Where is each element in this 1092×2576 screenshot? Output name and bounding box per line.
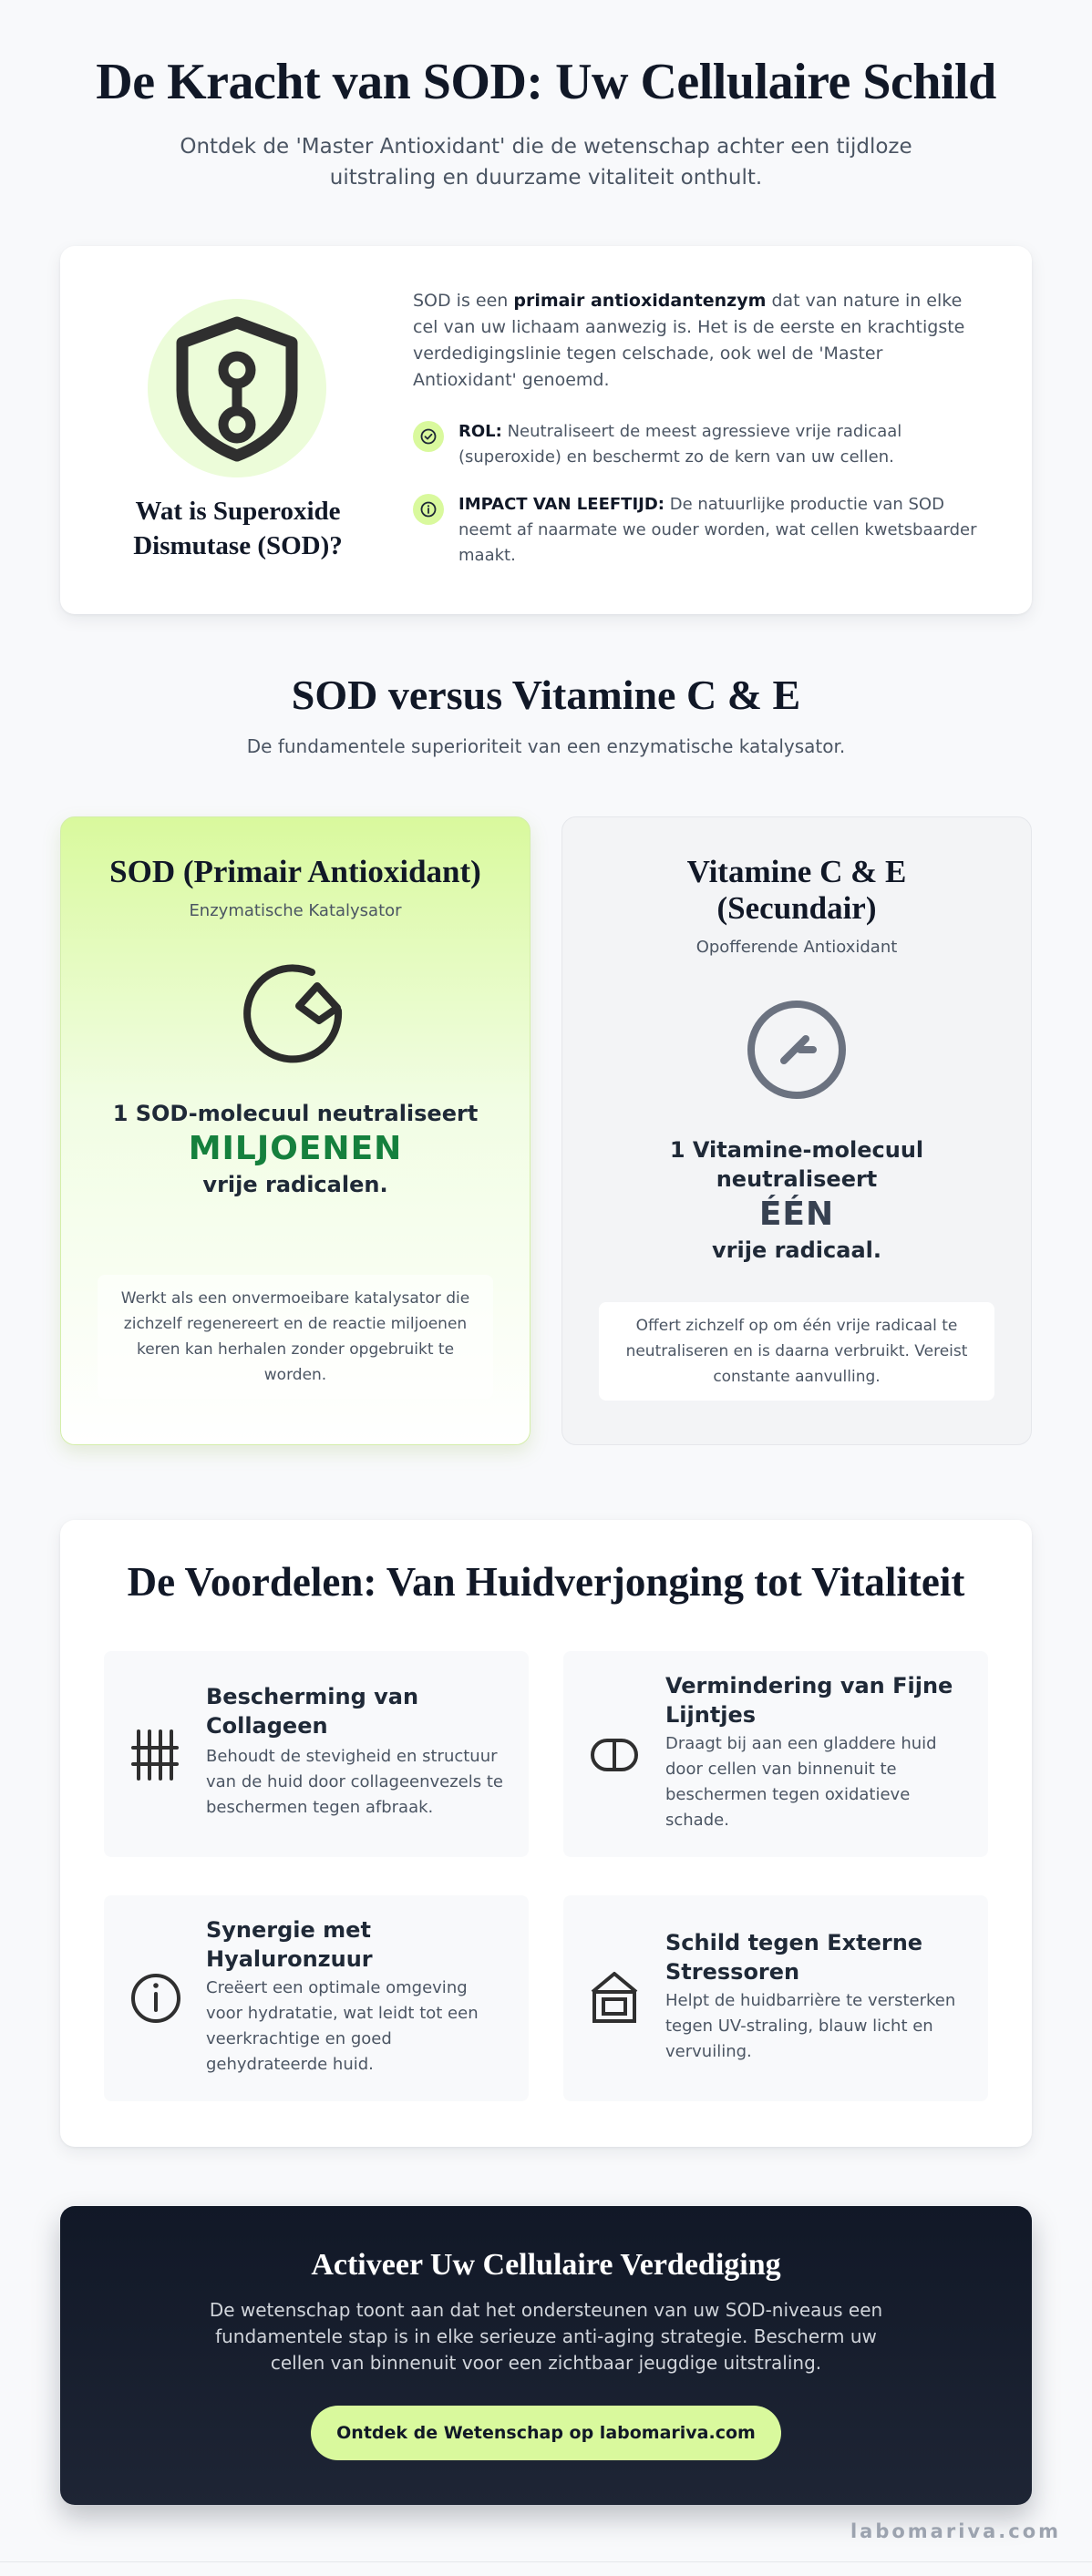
sod-stat-highlight: MILJOENEN — [188, 1130, 403, 1167]
point-text: Neutraliseert de meest agressieve vrije radicaal (superoxide) en beschermt zo de kern van uw cellen. — [458, 422, 902, 467]
sod-card-title: SOD (Primair Antioxidant) — [109, 854, 481, 889]
benefit-desc: Helpt de huidbarrière te versterken tegen UV-straling, blauw licht en vervuiling. — [665, 1991, 956, 2061]
sod-stat-line1: 1 SOD-molecuul neutraliseert — [112, 1101, 479, 1126]
cta-title: Activeer Uw Cellulaire Verdediging — [311, 2248, 781, 2282]
info-circle-icon — [129, 1972, 182, 2025]
benefit-item — [563, 1651, 988, 1857]
sod-card-subtitle: Enzymatische Katalysator — [189, 901, 402, 920]
desc-emphasis: primair antioxidantenzym — [513, 291, 767, 311]
benefit-title: Synergie met Hyaluronzuur — [206, 1917, 373, 1972]
check-circle-icon — [419, 427, 438, 446]
benefit-item — [563, 1895, 988, 2101]
shield-icon — [164, 310, 310, 465]
sod-label: Wat is Superoxide Dismutase (SOD)? — [133, 497, 343, 560]
benefit-title: Schild tegen Externe Stressoren — [665, 1930, 923, 1985]
timer-icon — [746, 999, 848, 1101]
point-label: ROL: — [458, 422, 502, 441]
discover-science-button[interactable]: Ontdek de Wetenschap op labomariva.com — [311, 2406, 781, 2460]
comparison-header — [0, 671, 1092, 757]
shield-icon-badge — [148, 299, 326, 477]
catalyst-cycle-icon — [241, 960, 350, 1070]
capsule-icon — [589, 1737, 640, 1773]
sod-comparison-card — [60, 816, 531, 1445]
sod-description — [413, 288, 978, 394]
benefit-desc: Draagt bij aan een gladdere huid door cellen van binnenuit te beschermen tegen oxidatieve schade. — [665, 1734, 937, 1830]
benefit-title: Vermindering van Fijne Lijntjes — [665, 1673, 953, 1728]
desc-text: dat van nature in elke cel van uw lichaam aanwezig is. Het is de eerste en krachtigste verdedigingslinie tegen celschade, ook wel de 'Master Antioxidant' genoemd. — [413, 291, 965, 390]
page-title: De Kracht van SOD: Uw Cellulaire Schild — [96, 54, 996, 110]
collagen-strands-icon — [129, 1728, 180, 1782]
cta-text: De wetenschap toont aan dat het ondersteunen van uw SOD-niveaus een fundamentele stap is in elke serieuze anti-aging strategie. Bescherm uw cellen van binnenuit voor een zichtbaar jeugdige uitstraling. — [209, 2299, 883, 2374]
benefits-card — [60, 1520, 1032, 2147]
point-role — [413, 419, 987, 470]
benefit-item — [104, 1895, 529, 2101]
point-age-impact — [413, 492, 987, 569]
benefit-title: Bescherming van Collageen — [206, 1684, 419, 1739]
check-circle-icon-badge — [413, 421, 444, 452]
sod-note: Werkt als een onvermoeibare katalysator die zichzelf regenereert en de reactie miljoenen keren kan herhalen zonder opgebruikt te worden. — [98, 1275, 493, 1399]
benefit-desc: Creëert een optimale omgeving voor hydratatie, wat leidt tot een veerkrachtige en goed gehydrateerde huid. — [206, 1978, 479, 2074]
vitamin-stat-line1: 1 Vitamine-molecuul neutraliseert — [669, 1137, 924, 1192]
vitamin-comparison-card — [561, 816, 1032, 1445]
point-label: IMPACT VAN LEEFTIJD: — [458, 495, 664, 514]
benefits-title: De Voordelen: Van Huidverjonging tot Vitaliteit — [127, 1559, 965, 1605]
comparison-subtitle: De fundamentele superioriteit van een enzymatische katalysator. — [246, 735, 846, 757]
comparison-title: SOD versus Vitamine C & E — [291, 672, 801, 718]
info-circle-icon — [419, 500, 438, 518]
hero — [0, 53, 1092, 193]
desc-text: SOD is een — [413, 291, 514, 311]
page-subtitle: Ontdek de 'Master Antioxidant' die de wetenschap achter een tijdloze uitstraling en duurzame vitaliteit onthult. — [180, 135, 912, 190]
benefit-item — [104, 1651, 529, 1857]
info-circle-icon-badge — [413, 494, 444, 525]
vitamin-stat-line3: vrije radicaal. — [712, 1237, 881, 1263]
vitamin-stat-highlight: ÉÉN — [758, 1196, 835, 1233]
point-text: De natuurlijke productie van SOD neemt af naarmate we ouder worden, wat cellen kwetsbaarder maakt. — [458, 495, 977, 565]
shelter-icon — [589, 1970, 640, 2025]
footer-brand: labomariva.com — [850, 2520, 1061, 2542]
vitamin-note: Offert zichzelf op om één vrije radicaal te neutraliseren en is daarna verbruikt. Vereist constante aanvulling. — [599, 1302, 994, 1401]
cta-banner — [60, 2206, 1032, 2505]
vitamin-card-subtitle: Opofferende Antioxidant — [695, 938, 898, 957]
what-is-sod-card — [60, 246, 1032, 614]
benefit-desc: Behoudt de stevigheid en structuur van de huid door collageenvezels te beschermen tegen afbraak. — [206, 1747, 503, 1817]
vitamin-card-title: Vitamine C & E (Secundair) — [686, 854, 907, 926]
sod-stat-line3: vrije radicalen. — [202, 1172, 388, 1197]
